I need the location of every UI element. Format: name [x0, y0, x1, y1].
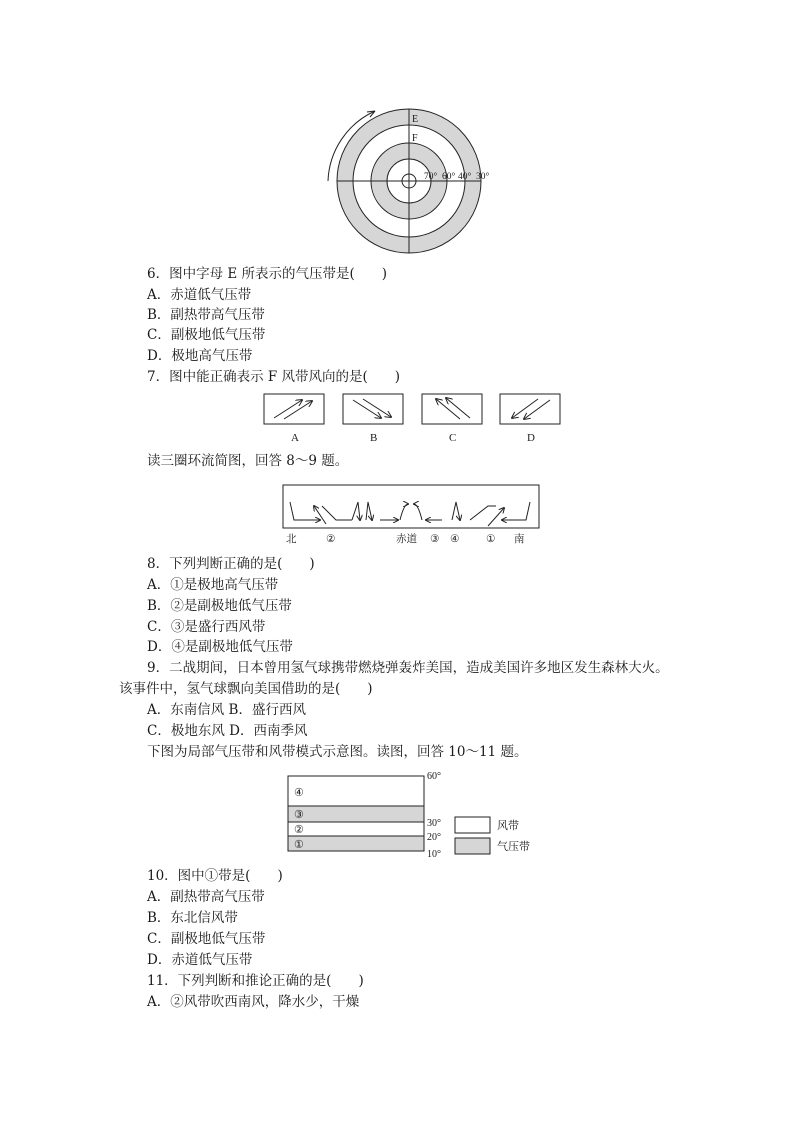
label-circle-4: ④ [450, 534, 460, 545]
label-north: 北 [286, 534, 297, 545]
q8-option-b: B．②是副极地低气压带 [147, 598, 292, 614]
band-label-1: ① [294, 839, 304, 851]
q11-stem: 11．下列判断和推论正确的是( ) [147, 973, 364, 989]
pressure-circles-svg [320, 103, 500, 263]
q11-option-a: A．②风带吹西南风，降水少，干燥 [147, 994, 360, 1010]
wind-options-svg [260, 390, 565, 446]
q6-stem: 6．图中字母 E 所表示的气压带是( ) [147, 266, 388, 282]
q10-option-a: A．副热带高气压带 [147, 889, 265, 905]
label-south: 南 [514, 534, 525, 545]
q10-option-b: B．东北信风带 [147, 910, 238, 926]
belts-svg [283, 768, 543, 862]
lat-label-10: 10° [427, 849, 441, 860]
legend-wind-label: 风带 [497, 820, 519, 832]
lat-label-20: 20° [427, 832, 441, 843]
intro-8-9: 读三圈环流简图，回答 8～9 题。 [147, 453, 349, 469]
option-box-b [343, 394, 403, 424]
band-label-4: ④ [294, 787, 304, 799]
option-label-d: D [527, 432, 535, 444]
lat-label-60: 60° [427, 771, 441, 782]
label-circle-3: ③ [430, 534, 440, 545]
option-label-c: C [449, 432, 457, 444]
option-box-c [422, 394, 482, 424]
lat-label-30: 30° [476, 172, 490, 182]
intro-10-11: 下图为局部气压带和风带模式示意图。读图，回答 10～11 题。 [147, 744, 528, 760]
band-2 [288, 822, 424, 836]
option-label-a: A [291, 432, 299, 444]
q6-option-a: A．赤道低气压带 [147, 287, 252, 303]
lat-label-40: 40° [458, 172, 472, 182]
option-label-b: B [370, 432, 378, 444]
label-e: E [412, 114, 419, 125]
label-circle-2: ② [326, 534, 336, 545]
q8-option-d: D．④是副极地低气压带 [147, 639, 293, 655]
q6-option-b: B．副热带高气压带 [147, 307, 265, 323]
figure-pressure-circles [320, 103, 500, 263]
band-1 [288, 836, 424, 851]
lat-label-70: 70° [424, 172, 438, 182]
legend-pressure-label: 气压带 [497, 841, 530, 853]
figure-three-cell-circulation [280, 482, 542, 546]
figure-local-belts [283, 768, 543, 862]
option-box-d [500, 394, 560, 424]
band-4 [288, 776, 424, 806]
band-3 [288, 806, 424, 822]
q6-option-c: C．副极地低气压带 [147, 327, 266, 343]
q7-stem: 7．图中能正确表示 F 风带风向的是( ) [147, 369, 401, 385]
q6-option-d: D．极地高气压带 [147, 348, 253, 364]
band-label-3: ③ [294, 809, 304, 821]
q8-option-c: C．③是盛行西风带 [147, 619, 266, 635]
band-label-2: ② [294, 824, 304, 836]
circulation-frame [283, 485, 539, 528]
label-equator: 赤道 [396, 534, 417, 545]
legend-wind-swatch [455, 817, 490, 833]
lat-label-60: 60° [442, 172, 456, 182]
q9-stem-line1: 9．二战期间，日本曾用氢气球携带燃烧弹轰炸美国，造成美国许多地区发生森林大火。 [147, 660, 669, 676]
label-f: F [412, 133, 418, 144]
option-box-a [264, 394, 324, 424]
q10-stem: 10．图中①带是( ) [147, 868, 283, 884]
label-circle-1: ① [486, 534, 496, 545]
figure-wind-direction-options [260, 390, 565, 446]
q9-stem-line2: 该事件中，氢气球飘向美国借助的是( ) [119, 681, 373, 697]
q8-option-a: A．①是极地高气压带 [147, 577, 279, 593]
q10-option-d: D．赤道低气压带 [147, 952, 253, 968]
legend-pressure-swatch [455, 838, 490, 854]
lat-label-30: 30° [427, 818, 441, 829]
q10-option-c: C．副极地低气压带 [147, 931, 266, 947]
q9-options-row1: A．东南信风 B．盛行西风 [147, 702, 306, 718]
q9-options-row2: C．极地东风 D．西南季风 [147, 723, 308, 739]
circulation-svg [280, 482, 542, 546]
q8-stem: 8．下列判断正确的是( ) [147, 556, 315, 572]
